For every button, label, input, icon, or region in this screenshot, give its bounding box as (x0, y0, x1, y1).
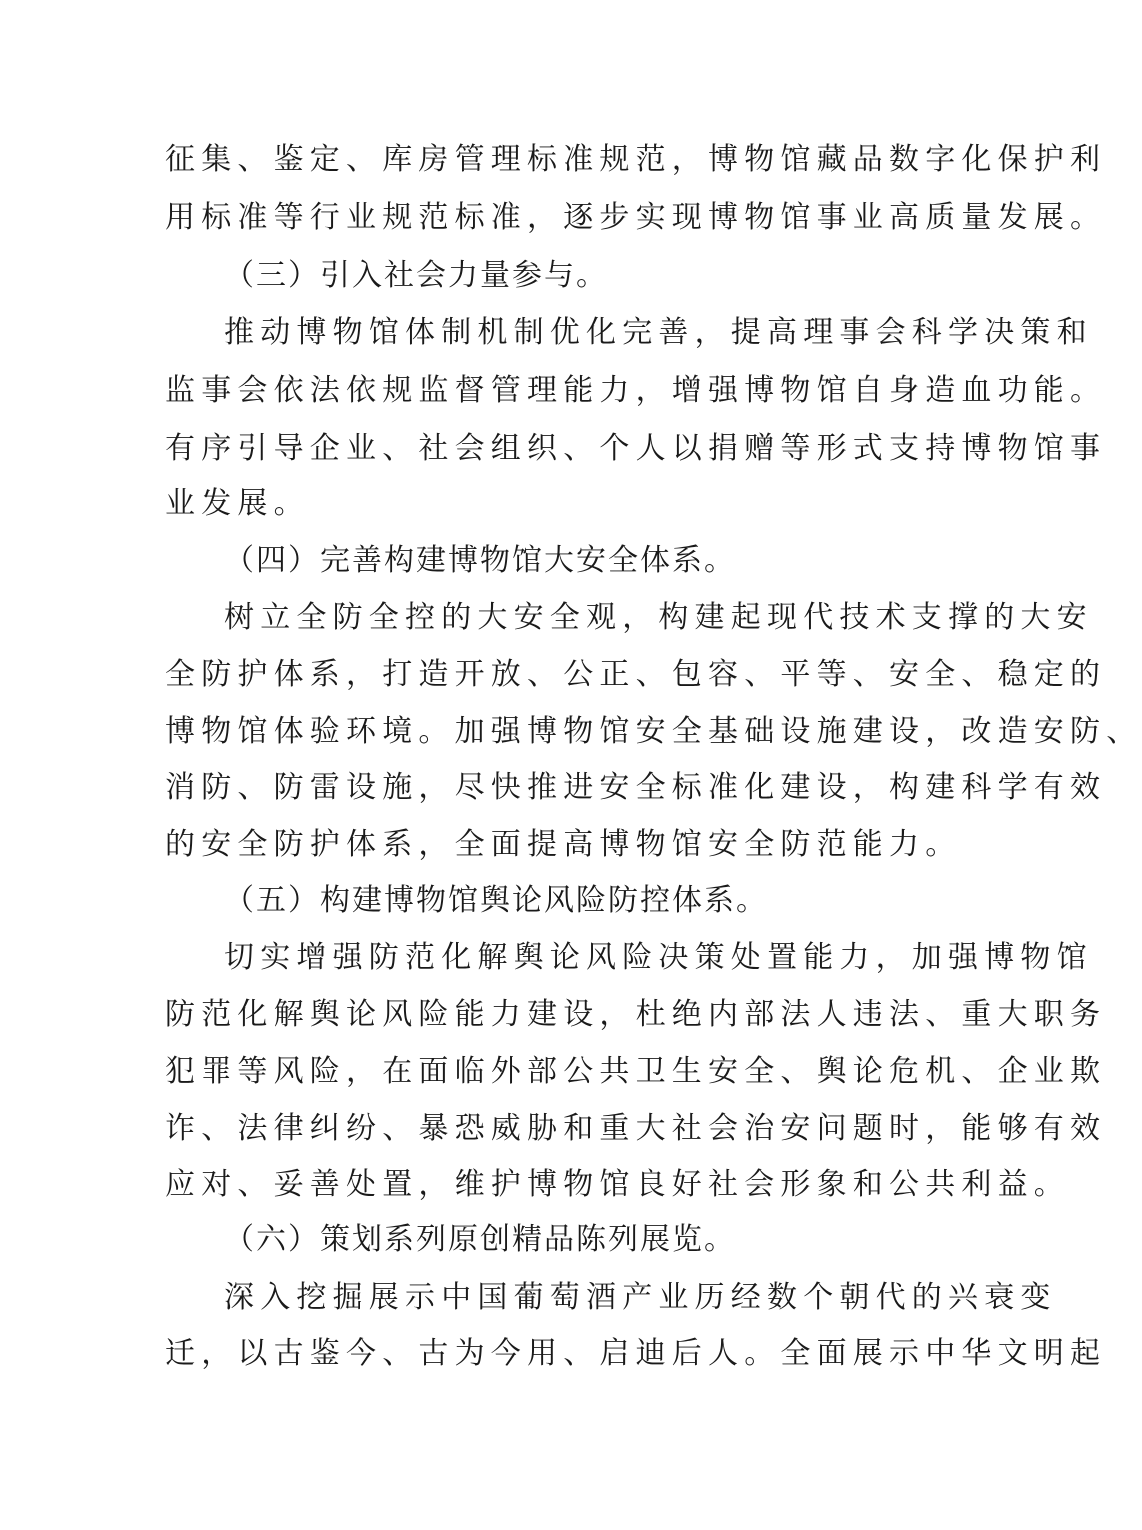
body-text-line: 有序引导企业、社会组织、个人以捐赠等形式支持博物馆事 (165, 431, 1107, 466)
section-heading-5: （五）构建博物馆舆论风险防控体系。 (224, 883, 768, 918)
body-text-line: 监事会依法依规监督管理能力，增强博物馆自身造血功能。 (165, 373, 1107, 408)
paragraph-start-line: 切实增强防范化解舆论风险决策处置能力，加强博物馆 (224, 940, 1093, 975)
paragraph-start-line: 推动博物馆体制机制优化完善，提高理事会科学决策和 (224, 315, 1093, 350)
paragraph-start-line: 树立全防全控的大安全观，构建起现代技术支撑的大安 (224, 600, 1093, 635)
body-text-line: 迁，以古鉴今、古为今用、启迪后人。全面展示中华文明起 (165, 1336, 1107, 1371)
body-text-line: 应对、妥善处置，维护博物馆良好社会形象和公共利益。 (165, 1167, 1070, 1202)
body-text-line: 的安全防护体系，全面提高博物馆安全防范能力。 (165, 827, 962, 862)
body-text-line: 全防护体系，打造开放、公正、包容、平等、安全、稳定的 (165, 657, 1107, 692)
body-text-line: 业发展。 (165, 486, 310, 521)
body-text-line: 用标准等行业规范标准，逐步实现博物馆事业高质量发展。 (165, 200, 1107, 235)
section-heading-3: （三）引入社会力量参与。 (224, 258, 608, 293)
section-heading-4: （四）完善构建博物馆大安全体系。 (224, 543, 736, 578)
body-text-line: 征集、鉴定、库房管理标准规范，博物馆藏品数字化保护利 (165, 142, 1107, 177)
section-heading-6: （六）策划系列原创精品陈列展览。 (224, 1222, 736, 1257)
body-text-line: 防范化解舆论风险能力建设，杜绝内部法人违法、重大职务 (165, 997, 1107, 1032)
body-text-line: 博物馆体验环境。加强博物馆安全基础设施建设，改造安防、 (165, 714, 1142, 749)
body-text-line: 消防、防雷设施，尽快推进安全标准化建设，构建科学有效 (165, 770, 1107, 805)
paragraph-start-line: 深入挖掘展示中国葡萄酒产业历经数个朝代的兴衰变 (224, 1280, 1057, 1315)
body-text-line: 犯罪等风险，在面临外部公共卫生安全、舆论危机、企业欺 (165, 1054, 1107, 1089)
body-text-line: 诈、法律纠纷、暴恐威胁和重大社会治安问题时，能够有效 (165, 1111, 1107, 1146)
